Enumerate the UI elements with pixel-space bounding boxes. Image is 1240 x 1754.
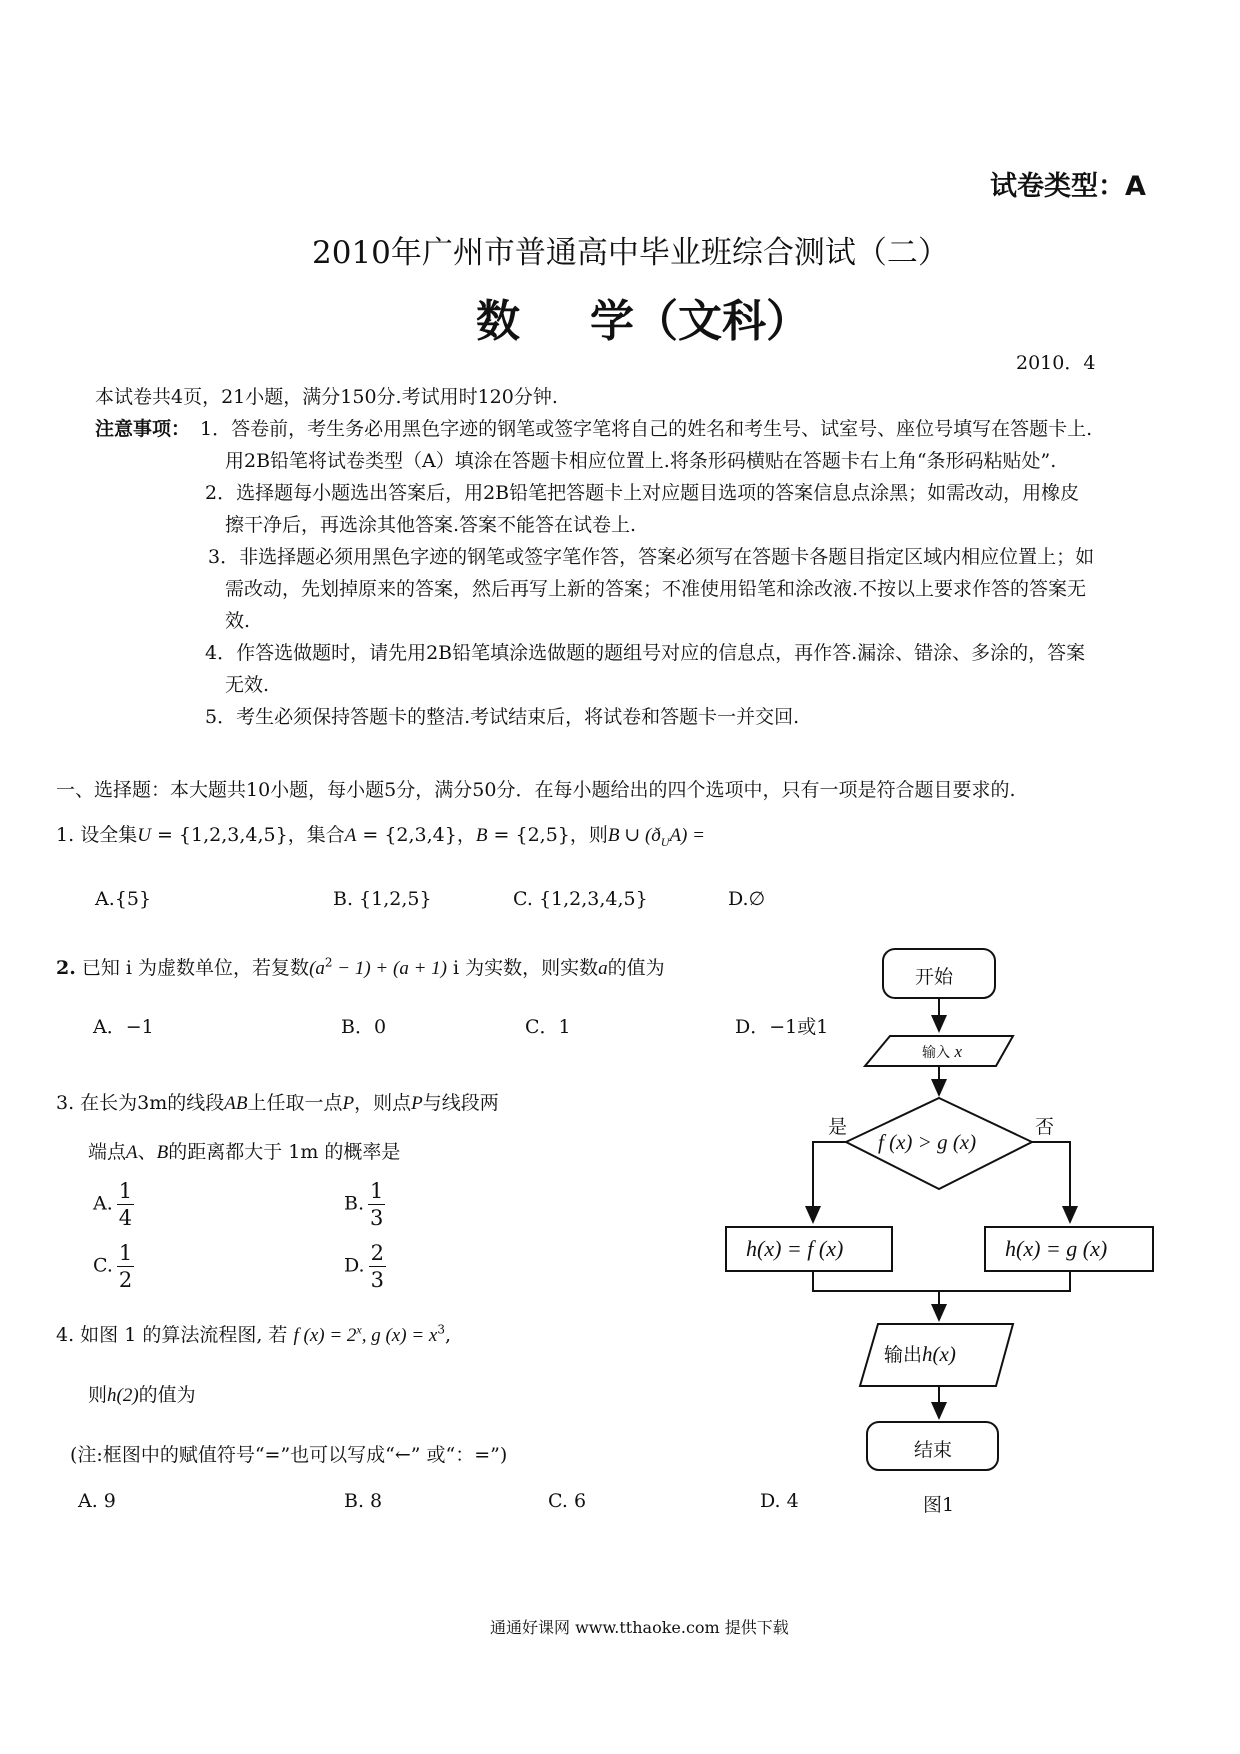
flowchart-start-label: 开始	[915, 966, 954, 988]
exam-date: 2010．4	[1016, 352, 1096, 374]
question-number: 1.	[56, 824, 75, 846]
section-heading: 一、选择题：本大题共10小题，每小题5分，满分50分．在每小题给出的四个选项中，只有一项是符合题目要求的.	[56, 779, 1016, 801]
subject-title-right: 学（文科）	[590, 296, 810, 347]
exam-intro: 本试卷共4页，21小题，满分150分.考试用时120分钟.	[95, 386, 558, 408]
notice-line: 无效.	[225, 674, 270, 696]
q2-option-d: D．−1或1	[735, 1016, 829, 1038]
figure-caption: 图1	[923, 1494, 955, 1516]
question-4-line2: 则h(2)的值为	[88, 1384, 196, 1406]
q4-option-d: D. 4	[760, 1490, 799, 1512]
question-3: 3. 在长为3m的线段AB上任取一点P，则点P与线段两	[56, 1092, 499, 1114]
flowchart-right-process-label: h(x) = g (x)	[1005, 1236, 1108, 1261]
q3-option-d: D. $\frac{2}{3}$	[344, 1241, 384, 1292]
notice-line: 5．考生必须保持答题卡的整洁.考试结束后，将试卷和答题卡一并交回.	[205, 706, 800, 728]
notice-line: 擦干净后，再选涂其他答案.答案不能答在试卷上.	[225, 514, 637, 536]
q2-option-a: A．−1	[93, 1016, 154, 1038]
q3-option-a: A. $\frac{1}{4}$	[93, 1179, 133, 1230]
q2-option-b: B．0	[341, 1016, 387, 1038]
q4-option-c: C. 6	[548, 1490, 587, 1512]
page-footer: 通通好课网 www.tthaoke.com 提供下载	[490, 1618, 789, 1637]
flowchart-left-process-label: h(x) = f (x)	[746, 1236, 844, 1261]
notice-line: 用2B铅笔将试卷类型（A）填涂在答题卡相应位置上.将条形码横贴在答题卡右上角“条形码粘贴处”.	[225, 450, 1057, 472]
q1-option-c: C. {1,2,3,4,5}	[513, 888, 648, 910]
notice-line: 需改动，先划掉原来的答案，然后再写上新的答案；不准使用铅笔和涂改液.不按以上要求作答的答案无	[225, 578, 1087, 600]
exam-title: 2010年广州市普通高中毕业班综合测试（二）	[312, 235, 949, 271]
question-4: 4. 如图 1 的算法流程图, 若 f $(x) = 2^x$, g $(x) = x^3$,	[56, 1322, 452, 1346]
question-1: 1. 设全集U = {1,2,3,4,5}，集合A = {2,3,4}，B = {2,5}，则B ∪ $(ð_UA)$ =	[56, 824, 705, 849]
notice-line: 2．选择题每小题选出答案后，用2B铅笔把答题卡上对应题目选项的答案信息点涂黑；如需改动，用橡皮	[205, 482, 1080, 504]
question-number: 2.	[56, 957, 76, 979]
flowchart-yes-label: 是	[828, 1116, 848, 1138]
notice-line: 4．作答选做题时，请先用2B铅笔填涂选做题的题组号对应的信息点，再作答.漏涂、错涂、多涂的，答案	[205, 642, 1086, 664]
notice-line: 效.	[225, 610, 251, 632]
q4-option-a: A. 9	[78, 1490, 116, 1512]
flowchart-output-label: 输出h(x)	[884, 1342, 956, 1366]
q1-option-d: D.∅	[728, 888, 766, 910]
q1-option-b: B. {1,2,5}	[333, 888, 432, 910]
flowchart-input-label: 输入 x	[922, 1042, 962, 1061]
q2-option-c: C．1	[525, 1016, 571, 1038]
flowchart-condition: f (x) > g (x)	[878, 1130, 977, 1154]
flowchart-no-label: 否	[1035, 1116, 1055, 1138]
question-3-line2: 端点A、B的距离都大于 1m 的概率是	[88, 1141, 401, 1163]
q4-option-b: B. 8	[344, 1490, 383, 1512]
q3-option-c: C. $\frac{1}{2}$	[93, 1241, 133, 1292]
subject-title-left: 数	[476, 296, 520, 347]
q1-option-a: A.{5}	[95, 888, 152, 910]
notice-line: 1．答卷前，考生务必用黑色字迹的钢笔或签字笔将自己的姓名和考生号、试室号、座位号填写在答题卡上.	[200, 418, 1093, 440]
paper-type: 试卷类型：A	[990, 171, 1146, 202]
question-4-note: (注:框图中的赋值符号“=”也可以写成“←” 或“：=”)	[70, 1444, 508, 1466]
q3-option-b: B. $\frac{1}{3}$	[344, 1179, 384, 1230]
notice-line: 3．非选择题必须用黑色字迹的钢笔或签字笔作答，答案必须写在答题卡各题目指定区域内相应位置上；如	[208, 546, 1095, 568]
question-2: 2. 已知 i 为虚数单位，若复数$(a^2 - 1) + (a + 1)$ i 为实数，则实数a的值为	[56, 955, 665, 979]
flowchart-end-label: 结束	[914, 1439, 953, 1461]
notice-heading: 注意事项：	[95, 418, 191, 440]
